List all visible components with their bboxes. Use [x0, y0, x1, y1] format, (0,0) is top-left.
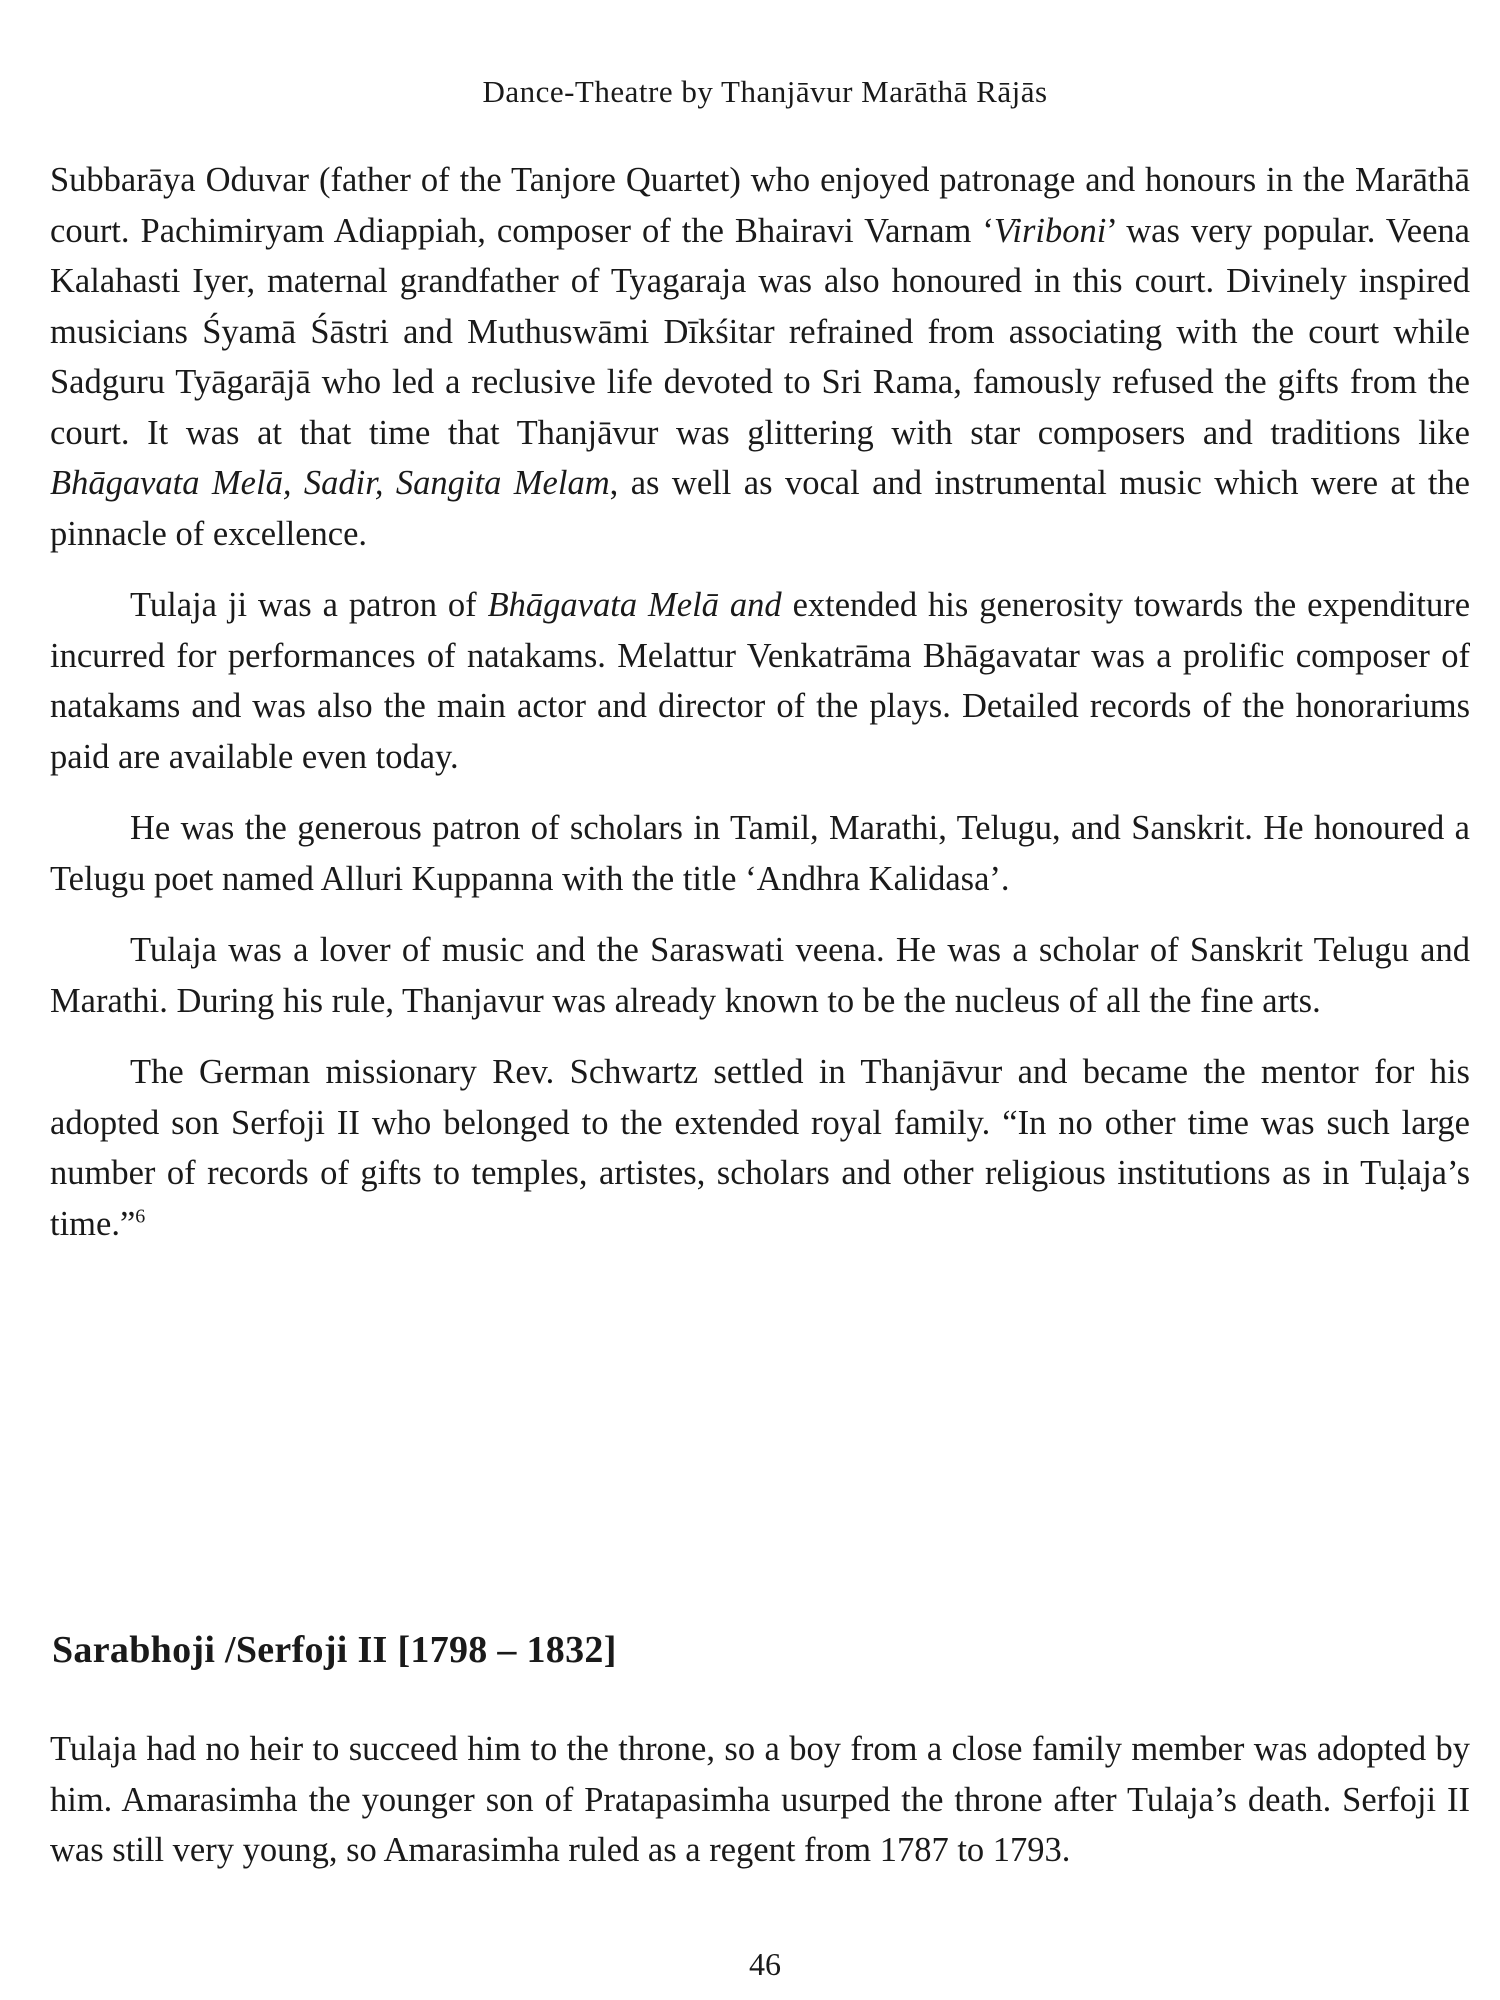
paragraph-1-italic-traditions: Bhāgavata Melā, Sadir, Sangita Melam — [50, 464, 610, 502]
paragraph-1-part-a: Subbarāya Oduvar (father of the Tanjore Quartet) who enjoyed patronage and honours in the Marāthā court. Pachimiryam Adiappiah, composer of the Bhairavi Varnam ‘ — [50, 161, 1470, 250]
section-paragraph: Tulaja had no heir to succeed him to the throne, so a boy from a close family member was adopted by him. Amarasimha the younger son of Pratapasimha usurped the throne after Tulaja’s death. Serfoji II was still very young, so Amarasimha ruled as a regent from 1787 to 1793. — [50, 1730, 1470, 1869]
body-text — [50, 155, 1470, 1270]
section-heading: Sarabhoji /Serfoji II [1798 – 1832] — [52, 1629, 617, 1671]
paragraph-2-italic: Bhāgavata Melā and — [487, 586, 782, 624]
paragraph-1 — [50, 155, 1470, 559]
footnote-reference[interactable]: 6 — [135, 1205, 146, 1227]
paragraph-2-part-c: extended his generosity towards the expenditure incurred for performances of natakams. Melattur Venkatrāma Bhāgavatar was a prolific composer of natakams and was also the main actor and director of the plays. Detailed records of the honorariums paid are available even today. — [50, 586, 1471, 776]
paragraph-1-part-c: ’ was very popular. Veena Kalahasti Iyer, maternal grandfather of Tyagaraja was also honoured in this court. Divinely inspired musicians Śyamā Śāstri and Muthuswāmi Dīkśitar refrained from associating with the court while Sadguru Tyāgarājā who led a reclusive life devoted to Sri Rama, famously refused the gifts from the court. It was at that time that Thanjāvur was glittering with star composers and traditions like — [50, 211, 1470, 452]
running-head: Dance-Theatre by Thanjāvur Marāthā Rājās — [482, 74, 1048, 109]
paragraph-1-italic-viriboni: Viriboni — [993, 211, 1107, 250]
paragraph-2 — [50, 580, 1470, 782]
paragraph-4: Tulaja was a lover of music and the Saraswati veena. He was a scholar of Sanskrit Telugu and Marathi. During his rule, Thanjavur was already known to be the nucleus of all the fine arts. — [50, 931, 1470, 1020]
book-page — [50, 0, 1480, 2000]
section-text — [50, 1724, 1470, 1876]
paragraph-1-part-e: , as well as vocal and instrumental music which were at the pinnacle of excellence. — [50, 464, 1470, 553]
paragraph-2-part-a: Tulaja ji was a patron of — [130, 586, 488, 624]
paragraph-3: He was the generous patron of scholars in Tamil, Marathi, Telugu, and Sanskrit. He honoured a Telugu poet named Alluri Kuppanna with the title ‘Andhra Kalidasa’. — [50, 809, 1470, 898]
page-number: 46 — [749, 1946, 781, 1982]
paragraph-5-text: The German missionary Rev. Schwartz settled in Thanjāvur and became the mentor for his adopted son Serfoji II who belonged to the extended royal family. “In no other time was such large number of records of gifts to temples, artistes, scholars and other religious institutions as in Tuḷaja’s time.” — [50, 1053, 1470, 1243]
paragraph-5 — [50, 1047, 1470, 1249]
